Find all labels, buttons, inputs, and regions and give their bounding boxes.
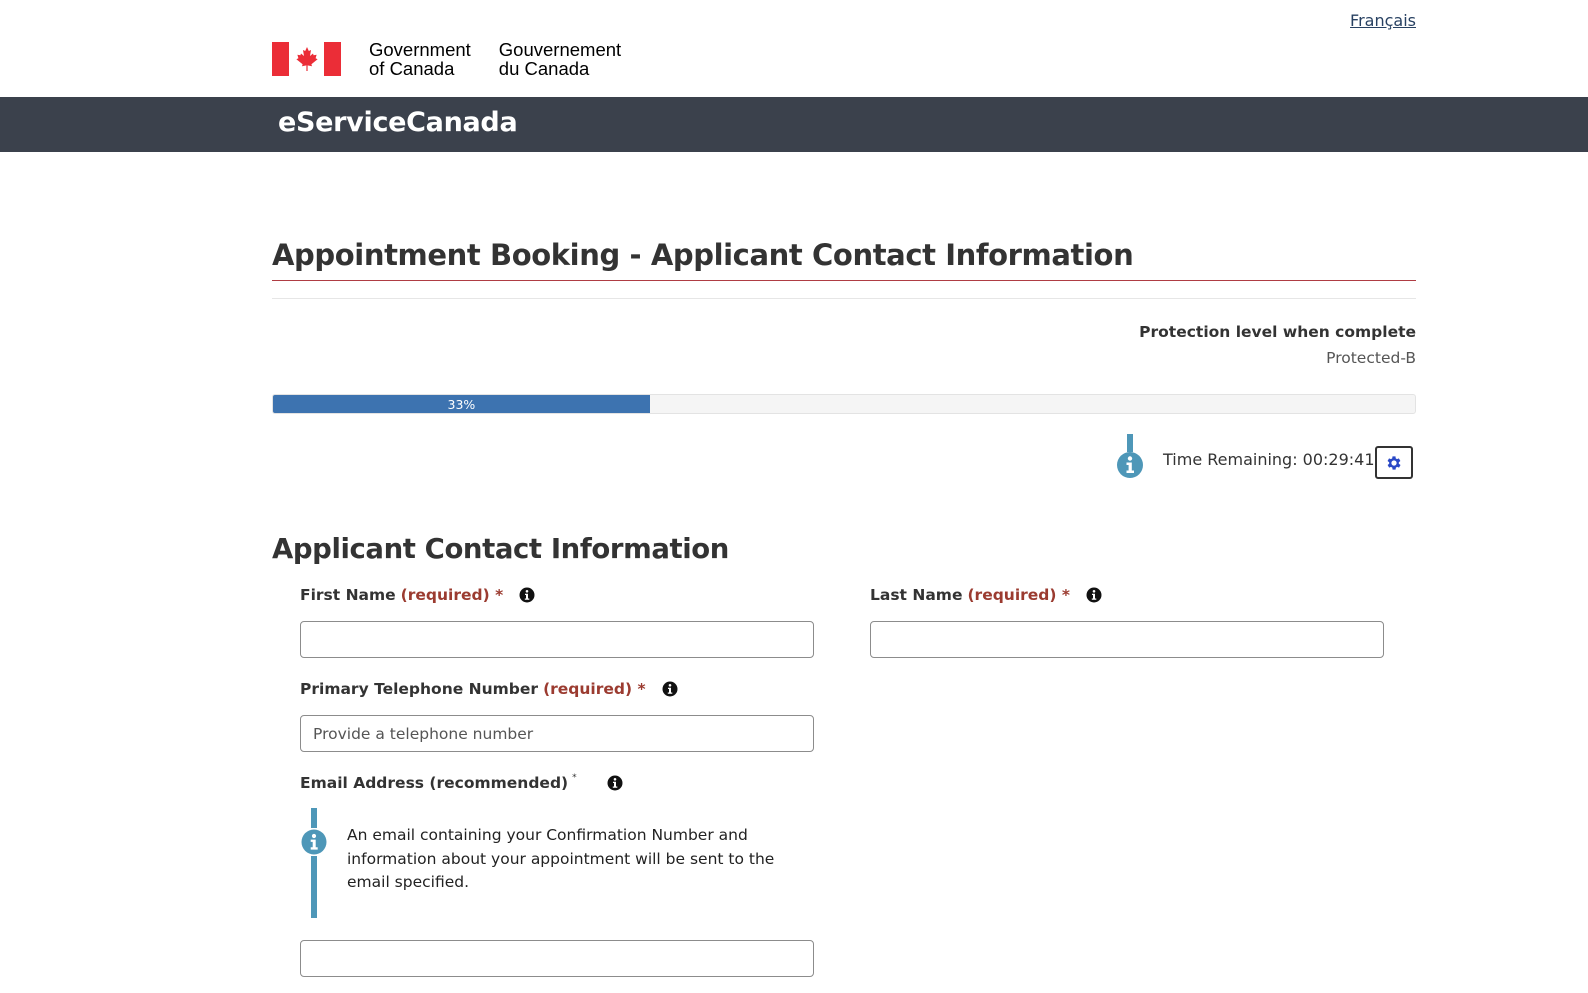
info-icon[interactable] xyxy=(519,587,535,603)
first-name-label: First Name (required) * xyxy=(300,586,535,604)
session-settings-button[interactable] xyxy=(1375,446,1413,479)
canada-flag-icon xyxy=(272,42,341,76)
progress-bar-fill xyxy=(273,395,650,413)
time-remaining: Time Remaining: 00:29:41 xyxy=(1163,450,1375,469)
app-title[interactable]: eServiceCanada xyxy=(278,107,518,138)
last-name-input[interactable] xyxy=(870,621,1384,658)
info-icon[interactable] xyxy=(607,775,623,791)
divider xyxy=(272,298,1416,299)
email-info-note xyxy=(300,808,820,918)
progress-bar xyxy=(272,394,1416,414)
first-name-input[interactable] xyxy=(300,621,814,658)
app-bar xyxy=(0,97,1588,152)
email-input[interactable] xyxy=(300,940,814,977)
info-icon xyxy=(300,828,328,856)
phone-input[interactable] xyxy=(300,715,814,752)
language-toggle-link[interactable]: Français xyxy=(1350,11,1416,30)
info-icon xyxy=(1116,434,1144,480)
government-signature xyxy=(272,40,621,78)
email-info-text: An email containing your Confirmation Number and information about your appointment will be sent to the email specified. xyxy=(347,826,775,891)
protection-level-value: Protected-B xyxy=(1326,349,1416,367)
page-title: Appointment Booking - Applicant Contact Information xyxy=(272,238,1134,272)
title-underline xyxy=(272,280,1416,281)
phone-label: Primary Telephone Number (required) * xyxy=(300,680,678,698)
signature-english: Government of Canada xyxy=(369,39,471,79)
info-icon[interactable] xyxy=(662,681,678,697)
info-icon[interactable] xyxy=(1086,587,1102,603)
progress-label: 33% xyxy=(447,396,476,412)
signature-french: Gouvernement du Canada xyxy=(498,39,622,79)
gear-icon xyxy=(1385,454,1403,472)
email-label: Email Address (recommended) * xyxy=(300,774,623,792)
protection-level-label: Protection level when complete xyxy=(1139,323,1416,341)
last-name-label: Last Name (required) * xyxy=(870,586,1102,604)
section-title: Applicant Contact Information xyxy=(272,533,729,565)
